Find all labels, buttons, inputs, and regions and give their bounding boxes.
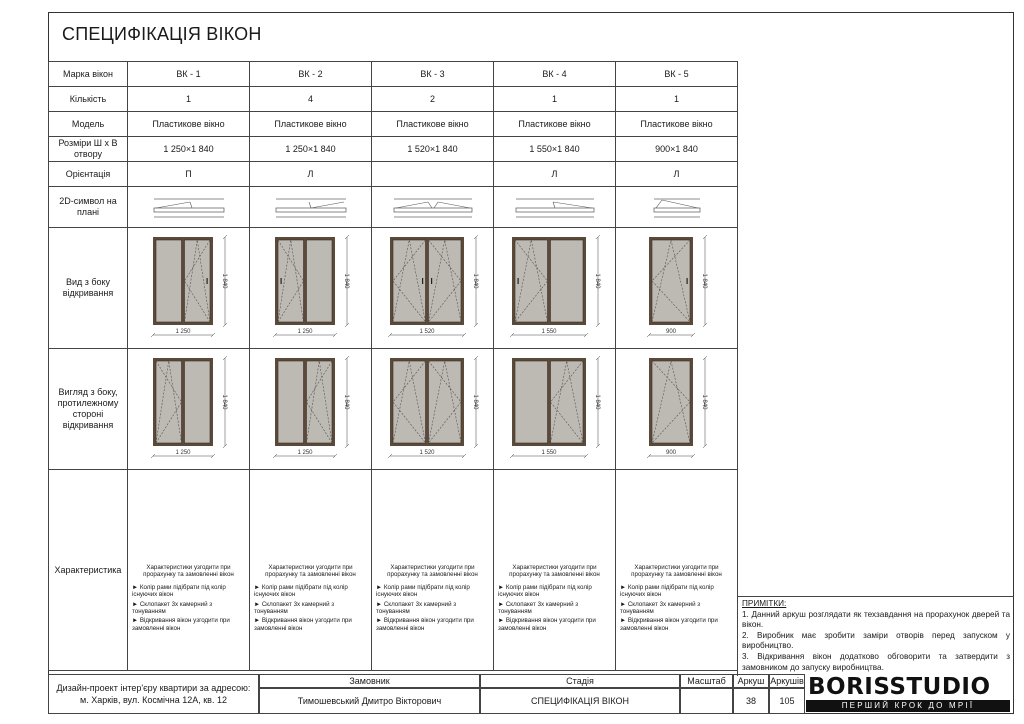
height-dimension-label: 1 840	[471, 273, 478, 289]
width-dimension-label: 1 250	[296, 329, 313, 335]
height-dimension-label: 1 840	[220, 273, 227, 289]
row-2d-symbol	[49, 187, 738, 228]
window-elevation-drawing	[617, 350, 737, 468]
window-elevation-drawing	[495, 229, 615, 347]
cell-model: Пластикове вікно	[250, 112, 372, 137]
row-model	[49, 112, 738, 137]
plan-symbol-icon	[388, 196, 478, 218]
width-dimension-label: 1 250	[174, 450, 191, 456]
characteristics-head: Характеристики узгодити при прорахунку та замовленні вікон	[509, 563, 600, 579]
width-dimension-label: 1 520	[418, 450, 435, 456]
cell-quantity: 1	[128, 87, 250, 112]
notes-heading: ПРИМІТКИ:	[742, 599, 787, 608]
cell-window-view	[494, 349, 616, 470]
plan-symbol-icon	[632, 196, 722, 218]
cell-mark: ВК - 2	[250, 62, 372, 87]
characteristics-item: ► Колір рами підібрати під колір існуючих вікон	[498, 583, 592, 599]
row-label-opposite-side: Вигляд з боку, протилежному стороні відкривання	[49, 349, 128, 470]
row-label-mark: Марка вікон	[49, 62, 128, 87]
sheet-number: 38	[733, 688, 769, 714]
characteristics-item: ► Склопакет 3х камерний з тонуванням	[620, 600, 701, 615]
brand-logo	[806, 676, 1012, 712]
characteristics-item: ► Склопакет 3х камерний з тонуванням	[132, 600, 213, 615]
scale-value	[680, 688, 733, 714]
note-item: 2. Виробник має зробити заміри отворів перед запуском у виробництво.	[742, 630, 1010, 651]
cell-orientation: Л	[494, 162, 616, 187]
row-label-orientation: Орієнтація	[49, 162, 128, 187]
window-spec-table	[48, 61, 738, 671]
cell-mark: ВК - 3	[372, 62, 494, 87]
plan-symbol-icon	[510, 196, 600, 218]
window-elevation-drawing	[373, 229, 493, 347]
characteristics-head: Характеристики узгодити при прорахунку та замовленні вікон	[143, 563, 234, 579]
row-label-opening-side: Вид з боку відкривання	[49, 228, 128, 349]
characteristics-item: ► Колір рами підібрати під колір існуючих вікон	[132, 583, 226, 599]
cell-mark: ВК - 5	[616, 62, 738, 87]
cell-quantity: 2	[372, 87, 494, 112]
client-label: Замовник	[259, 674, 480, 688]
scale-label: Масштаб	[680, 674, 733, 688]
window-elevation-drawing	[251, 229, 371, 347]
width-dimension-label: 1 550	[540, 450, 557, 456]
height-dimension-label: 1 840	[342, 394, 349, 410]
row-label-size: Розміри Ш х В отвору	[49, 137, 128, 162]
height-dimension-label: 1 840	[471, 394, 478, 410]
row-mark	[49, 62, 738, 87]
cell-orientation: Л	[616, 162, 738, 187]
note-item: 1. Данний аркуш розглядати як техзавдання на прорахунок дверей та вікон.	[742, 609, 1010, 630]
cell-window-view	[250, 228, 372, 349]
row-opposite-side-view	[49, 349, 738, 470]
sheets-total: 105	[769, 688, 805, 714]
characteristics-item: ► Склопакет 3х камерний з тонуванням	[498, 600, 579, 615]
height-dimension-label: 1 840	[593, 273, 600, 289]
characteristics-item: ► Склопакет 3х камерний з тонуванням	[376, 600, 457, 615]
characteristics-head: Характеристики узгодити при прорахунку та замовленні вікон	[387, 563, 478, 579]
page-title: СПЕЦИФІКАЦІЯ ВІКОН	[62, 24, 262, 44]
stage-label: Стадія	[480, 674, 680, 688]
brand-name: BORISSTUDIO	[808, 674, 991, 700]
cell-window-view	[128, 228, 250, 349]
cell-quantity: 1	[616, 87, 738, 112]
characteristics-item: ► Колір рами підібрати під колір існуючих вікон	[254, 583, 348, 599]
width-dimension-label: 1 550	[540, 329, 557, 335]
window-elevation-drawing	[495, 350, 615, 468]
height-dimension-label: 1 840	[342, 273, 349, 289]
characteristics-head: Характеристики узгодити при прорахунку та замовленні вікон	[265, 563, 356, 579]
height-dimension-label: 1 840	[700, 394, 707, 410]
cell-quantity: 1	[494, 87, 616, 112]
cell-window-view	[128, 349, 250, 470]
plan-symbol-icon	[144, 196, 234, 218]
window-elevation-drawing	[251, 350, 371, 468]
notes-block	[737, 596, 1014, 676]
note-item: 3. Відкривання вікон додатково обговорити та затвердити з замовником до запуску виробництва.	[742, 651, 1010, 672]
characteristics-item: ► Відкривання вікон узгодити при замовленні вікон	[132, 617, 230, 632]
window-elevation-drawing	[129, 229, 249, 347]
cell-characteristics	[250, 470, 372, 671]
characteristics-item: ► Відкривання вікон узгодити при замовленні вікон	[620, 617, 718, 632]
height-dimension-label: 1 840	[593, 394, 600, 410]
characteristics-item: ► Відкривання вікон узгодити при замовленні вікон	[376, 617, 474, 632]
window-elevation-drawing	[617, 229, 737, 347]
window-elevation-drawing	[129, 350, 249, 468]
width-dimension-label: 1 250	[174, 329, 191, 335]
sheet-label: Аркуш	[733, 674, 769, 688]
cell-size: 900×1 840	[616, 137, 738, 162]
height-dimension-label: 1 840	[220, 394, 227, 410]
characteristics-head: Характеристики узгодити при прорахунку та замовленні вікон	[631, 563, 722, 579]
cell-model: Пластикове вікно	[494, 112, 616, 137]
cell-model: Пластикове вікно	[372, 112, 494, 137]
row-label-2d-symbol: 2D-символ на плані	[49, 187, 128, 228]
characteristics-item: ► Колір рами підібрати під колір існуючих вікон	[376, 583, 470, 599]
plan-symbol-icon	[266, 196, 356, 218]
cell-characteristics	[372, 470, 494, 671]
cell-2d-symbol	[372, 187, 494, 228]
cell-model: Пластикове вікно	[616, 112, 738, 137]
characteristics-item: ► Склопакет 3х камерний з тонуванням	[254, 600, 335, 615]
cell-window-view	[372, 228, 494, 349]
width-dimension-label: 900	[665, 329, 676, 335]
cell-size: 1 520×1 840	[372, 137, 494, 162]
row-characteristics	[49, 470, 738, 671]
row-opening-side-view	[49, 228, 738, 349]
cell-window-view	[616, 228, 738, 349]
cell-window-view	[250, 349, 372, 470]
row-quantity	[49, 87, 738, 112]
cell-window-view	[494, 228, 616, 349]
client-value: Тимошевський Дмитро Вікторович	[259, 688, 480, 714]
cell-characteristics	[494, 470, 616, 671]
characteristics-item: ► Відкривання вікон узгодити при замовленні вікон	[254, 617, 352, 632]
brand-tagline: ПЕРШИЙ КРОК ДО МРІЇ	[806, 700, 1010, 712]
cell-window-view	[616, 349, 738, 470]
row-label-quantity: Кількість	[49, 87, 128, 112]
stage-value: СПЕЦИФІКАЦІЯ ВІКОН	[480, 688, 680, 714]
cell-2d-symbol	[616, 187, 738, 228]
height-dimension-label: 1 840	[700, 273, 707, 289]
cell-window-view	[372, 349, 494, 470]
cell-characteristics	[128, 470, 250, 671]
cell-2d-symbol	[250, 187, 372, 228]
cell-characteristics	[616, 470, 738, 671]
cell-model: Пластикове вікно	[128, 112, 250, 137]
width-dimension-label: 1 250	[296, 450, 313, 456]
cell-size: 1 550×1 840	[494, 137, 616, 162]
cell-quantity: 4	[250, 87, 372, 112]
cell-size: 1 250×1 840	[128, 137, 250, 162]
characteristics-item: ► Відкривання вікон узгодити при замовленні вікон	[498, 617, 596, 632]
row-size	[49, 137, 738, 162]
cell-2d-symbol	[128, 187, 250, 228]
cell-2d-symbol	[494, 187, 616, 228]
project-description: Дизайн-проект інтер'єру квартири за адресою: м. Харків, вул. Космічна 12А, кв. 12	[48, 674, 259, 714]
row-orientation	[49, 162, 738, 187]
cell-size: 1 250×1 840	[250, 137, 372, 162]
width-dimension-label: 900	[665, 450, 676, 456]
cell-orientation	[372, 162, 494, 187]
width-dimension-label: 1 520	[418, 329, 435, 335]
cell-mark: ВК - 4	[494, 62, 616, 87]
row-label-model: Модель	[49, 112, 128, 137]
cell-mark: ВК - 1	[128, 62, 250, 87]
cell-orientation: П	[128, 162, 250, 187]
window-elevation-drawing	[373, 350, 493, 468]
row-label-characteristics: Характеристика	[49, 470, 128, 671]
cell-orientation: Л	[250, 162, 372, 187]
sheets-label: Аркушів	[770, 676, 804, 686]
characteristics-item: ► Колір рами підібрати під колір існуючих вікон	[620, 583, 714, 599]
